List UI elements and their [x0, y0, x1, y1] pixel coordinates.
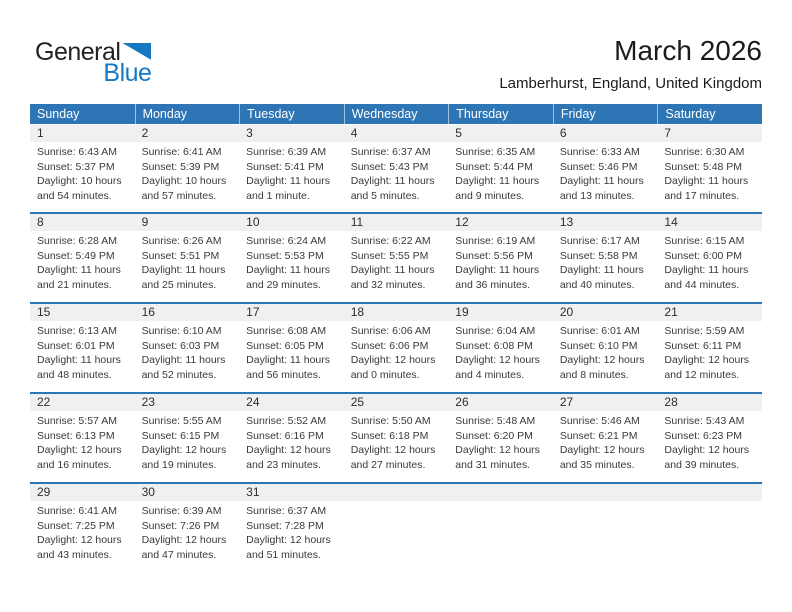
- day-number: 25: [350, 395, 365, 409]
- daylight-text: Daylight: 11 hours and 5 minutes.: [350, 175, 435, 202]
- daylight-text: Daylight: 12 hours and 35 minutes.: [559, 444, 645, 471]
- day-details: [448, 411, 553, 472]
- sunset-text: Sunset: 5:58 PM: [559, 249, 638, 262]
- day-details: [448, 231, 553, 292]
- day-number: 29: [37, 485, 51, 499]
- day-number: 12: [455, 215, 469, 229]
- day-details: [135, 501, 240, 562]
- daylight-text: Daylight: 11 hours and 56 minutes.: [246, 354, 330, 381]
- sunset-text: Sunset: 6:06 PM: [350, 339, 429, 352]
- day-cell: [30, 394, 135, 482]
- day-details: [135, 142, 240, 203]
- sunrise-text: Sunrise: 6:17 AM: [559, 235, 640, 247]
- day-cell: [344, 125, 449, 212]
- day-cell: [30, 214, 135, 302]
- sunrise-text: Sunrise: 6:30 AM: [664, 146, 745, 158]
- day-cell: [553, 125, 658, 212]
- day-number-strip: [239, 394, 344, 411]
- day-number-strip: [344, 394, 449, 411]
- day-number-strip: [30, 484, 135, 501]
- sunrise-text: Sunrise: 5:57 AM: [37, 415, 117, 427]
- logo-text-blue: Blue: [103, 59, 152, 87]
- weekday-header-wednesday: Wednesday: [344, 104, 449, 124]
- week-row: [30, 125, 762, 212]
- day-number: 19: [455, 305, 469, 319]
- daylight-text: Daylight: 11 hours and 29 minutes.: [246, 264, 330, 291]
- day-number: 24: [246, 395, 260, 409]
- daylight-text: Daylight: 11 hours and 21 minutes.: [37, 264, 121, 291]
- sunrise-text: Sunrise: 5:46 AM: [559, 415, 640, 427]
- day-number: 14: [664, 215, 678, 229]
- logo-triangle-icon: [122, 43, 151, 60]
- day-details: [239, 142, 344, 203]
- day-number-strip: [239, 125, 344, 142]
- day-number-strip: [448, 304, 553, 321]
- daylight-text: Daylight: 12 hours and 0 minutes.: [350, 354, 436, 381]
- daylight-text: Daylight: 12 hours and 47 minutes.: [141, 534, 227, 561]
- day-number-strip: [657, 125, 762, 142]
- day-details: [344, 411, 449, 472]
- day-details: [239, 411, 344, 472]
- day-number-strip: [448, 484, 553, 501]
- sunset-text: Sunset: 6:13 PM: [37, 429, 115, 442]
- sunrise-text: Sunrise: 6:06 AM: [350, 325, 431, 337]
- day-number-strip: [657, 214, 762, 231]
- day-number-strip: [135, 394, 240, 411]
- day-number: 8: [37, 215, 44, 229]
- day-cell: [30, 125, 135, 212]
- day-number: 31: [246, 485, 260, 499]
- sunrise-text: Sunrise: 6:13 AM: [37, 325, 117, 337]
- day-cell: [344, 304, 449, 392]
- daylight-text: Daylight: 12 hours and 51 minutes.: [246, 534, 331, 561]
- sunset-text: Sunset: 5:46 PM: [559, 160, 638, 173]
- day-cell: [657, 214, 762, 302]
- day-number-strip: [344, 484, 449, 501]
- sunrise-text: Sunrise: 6:01 AM: [559, 325, 640, 337]
- day-number: 1: [37, 126, 44, 140]
- sunset-text: Sunset: 5:43 PM: [350, 160, 429, 173]
- day-cell: [239, 214, 344, 302]
- day-number: 4: [350, 126, 358, 140]
- sunset-text: Sunset: 7:28 PM: [246, 519, 324, 532]
- sunset-text: Sunset: 5:44 PM: [455, 160, 533, 173]
- weekday-header-tuesday: Tuesday: [239, 104, 344, 124]
- day-number: 28: [664, 395, 678, 409]
- daylight-text: Daylight: 12 hours and 31 minutes.: [455, 444, 540, 471]
- day-number: 2: [141, 126, 149, 140]
- daylight-text: Daylight: 12 hours and 4 minutes.: [455, 354, 540, 381]
- day-cell: [30, 304, 135, 392]
- day-details: [553, 411, 658, 472]
- day-number-strip: [448, 214, 553, 231]
- day-number: 10: [246, 215, 260, 229]
- day-cell: [239, 125, 344, 212]
- sunset-text: Sunset: 6:23 PM: [664, 429, 743, 442]
- day-cell: [448, 125, 553, 212]
- daylight-text: Daylight: 11 hours and 32 minutes.: [350, 264, 435, 291]
- sunrise-text: Sunrise: 6:26 AM: [141, 235, 222, 247]
- day-cell: [553, 304, 658, 392]
- location-subtitle: Lamberhurst, England, United Kingdom: [499, 74, 762, 92]
- daylight-text: Daylight: 11 hours and 17 minutes.: [664, 175, 749, 202]
- sunrise-text: Sunrise: 6:22 AM: [350, 235, 431, 247]
- sunrise-text: Sunrise: 6:39 AM: [246, 146, 327, 158]
- day-cell: [135, 304, 240, 392]
- week-row: [30, 392, 762, 482]
- sunrise-text: Sunrise: 6:39 AM: [141, 505, 222, 517]
- sunset-text: Sunset: 5:49 PM: [37, 249, 115, 262]
- day-cell-empty: [657, 484, 762, 572]
- daylight-text: Daylight: 12 hours and 23 minutes.: [246, 444, 331, 471]
- day-number: 22: [37, 395, 51, 409]
- day-number-strip: [239, 214, 344, 231]
- sunset-text: Sunset: 6:18 PM: [350, 429, 429, 442]
- daylight-text: Daylight: 12 hours and 39 minutes.: [664, 444, 750, 471]
- daylight-text: Daylight: 11 hours and 44 minutes.: [664, 264, 749, 291]
- day-cell: [239, 304, 344, 392]
- daylight-text: Daylight: 11 hours and 25 minutes.: [141, 264, 226, 291]
- day-cell: [448, 394, 553, 482]
- day-number: 23: [141, 395, 155, 409]
- sunset-text: Sunset: 6:01 PM: [37, 339, 115, 352]
- day-details: [30, 411, 135, 472]
- sunrise-text: Sunrise: 6:15 AM: [664, 235, 745, 247]
- day-number-strip: [657, 304, 762, 321]
- day-details: [448, 321, 553, 382]
- weekday-header-saturday: Saturday: [657, 104, 762, 124]
- day-number-strip: [553, 125, 658, 142]
- day-cell: [30, 484, 135, 572]
- day-details: [553, 142, 658, 203]
- weekday-header-sunday: Sunday: [37, 107, 80, 121]
- day-cell: [239, 394, 344, 482]
- daylight-text: Daylight: 11 hours and 9 minutes.: [455, 175, 540, 202]
- sunrise-text: Sunrise: 6:28 AM: [37, 235, 117, 247]
- day-details: [553, 321, 658, 382]
- day-cell: [553, 394, 658, 482]
- day-details: [657, 411, 762, 472]
- day-number: 16: [141, 305, 155, 319]
- day-details: [553, 231, 658, 292]
- day-details: [657, 231, 762, 292]
- day-cell-empty: [448, 484, 553, 572]
- day-cell: [553, 214, 658, 302]
- day-details: [239, 231, 344, 292]
- day-number: 7: [664, 126, 672, 140]
- sunrise-text: Sunrise: 6:35 AM: [455, 146, 536, 158]
- day-number-strip: [344, 125, 449, 142]
- day-cell: [239, 484, 344, 572]
- day-number-strip: [657, 394, 762, 411]
- week-row: [30, 302, 762, 392]
- sunrise-text: Sunrise: 6:43 AM: [37, 146, 117, 158]
- sunset-text: Sunset: 5:56 PM: [455, 249, 533, 262]
- day-number-strip: [239, 304, 344, 321]
- day-details: [657, 501, 762, 504]
- day-cell: [344, 214, 449, 302]
- sunrise-text: Sunrise: 6:41 AM: [37, 505, 117, 517]
- sunset-text: Sunset: 5:53 PM: [246, 249, 324, 262]
- day-number: 6: [559, 126, 567, 140]
- day-number: 18: [350, 305, 365, 319]
- day-cell: [657, 125, 762, 212]
- calendar-table: [30, 104, 762, 572]
- day-number-strip: [553, 304, 658, 321]
- day-number: 13: [559, 215, 574, 229]
- sunrise-text: Sunrise: 6:19 AM: [455, 235, 536, 247]
- sunset-text: Sunset: 6:05 PM: [246, 339, 324, 352]
- sunset-text: Sunset: 5:55 PM: [350, 249, 429, 262]
- day-number-strip: [135, 484, 240, 501]
- sunrise-text: Sunrise: 6:10 AM: [141, 325, 222, 337]
- day-number-strip: [239, 484, 344, 501]
- sunrise-text: Sunrise: 5:59 AM: [664, 325, 745, 337]
- day-details: [344, 321, 449, 382]
- day-number: 15: [37, 305, 51, 319]
- day-details: [344, 142, 449, 203]
- weekday-header-row: [30, 104, 762, 125]
- day-details: [30, 231, 135, 292]
- daylight-text: Daylight: 11 hours and 13 minutes.: [559, 175, 644, 202]
- day-details: [135, 231, 240, 292]
- daylight-text: Daylight: 12 hours and 16 minutes.: [37, 444, 122, 471]
- sunrise-text: Sunrise: 5:43 AM: [664, 415, 745, 427]
- week-row: [30, 212, 762, 302]
- sunset-text: Sunset: 5:51 PM: [141, 249, 220, 262]
- sunset-text: Sunset: 5:48 PM: [664, 160, 743, 173]
- day-number-strip: [30, 125, 135, 142]
- logo-text-general: General: [35, 38, 121, 66]
- day-number: 5: [455, 126, 462, 140]
- day-details: [30, 321, 135, 382]
- day-number: 30: [141, 485, 155, 499]
- sunrise-text: Sunrise: 6:04 AM: [455, 325, 536, 337]
- daylight-text: Daylight: 11 hours and 48 minutes.: [37, 354, 121, 381]
- daylight-text: Daylight: 11 hours and 52 minutes.: [141, 354, 226, 381]
- day-cell: [657, 394, 762, 482]
- sunset-text: Sunset: 6:08 PM: [455, 339, 533, 352]
- day-details: [239, 321, 344, 382]
- sunrise-text: Sunrise: 5:55 AM: [141, 415, 222, 427]
- sunrise-text: Sunrise: 6:41 AM: [141, 146, 222, 158]
- day-cell: [448, 304, 553, 392]
- day-details: [239, 501, 344, 562]
- day-number-strip: [553, 394, 658, 411]
- sunset-text: Sunset: 6:20 PM: [455, 429, 533, 442]
- day-number-strip: [30, 214, 135, 231]
- day-number-strip: [553, 214, 658, 231]
- sunset-text: Sunset: 6:21 PM: [559, 429, 638, 442]
- day-number-strip: [657, 484, 762, 501]
- day-details: [135, 411, 240, 472]
- day-details: [657, 321, 762, 382]
- day-number: 21: [664, 305, 678, 319]
- sunset-text: Sunset: 6:11 PM: [664, 339, 742, 352]
- day-number-strip: [135, 214, 240, 231]
- sunrise-text: Sunrise: 5:48 AM: [455, 415, 536, 427]
- daylight-text: Daylight: 11 hours and 36 minutes.: [455, 264, 540, 291]
- day-details: [448, 142, 553, 203]
- daylight-text: Daylight: 12 hours and 19 minutes.: [141, 444, 227, 471]
- day-number-strip: [344, 304, 449, 321]
- day-details: [448, 501, 553, 504]
- sunset-text: Sunset: 6:03 PM: [141, 339, 220, 352]
- day-details: [344, 501, 449, 504]
- daylight-text: Daylight: 10 hours and 57 minutes.: [141, 175, 227, 202]
- day-number-strip: [135, 125, 240, 142]
- day-number: 9: [141, 215, 149, 229]
- daylight-text: Daylight: 12 hours and 12 minutes.: [664, 354, 750, 381]
- sunset-text: Sunset: 7:25 PM: [37, 519, 115, 532]
- weekday-header-monday: Monday: [135, 104, 240, 124]
- day-cell: [135, 394, 240, 482]
- calendar-weeks: [30, 125, 762, 572]
- day-number-strip: [553, 484, 658, 501]
- day-number: 26: [455, 395, 469, 409]
- sunrise-text: Sunrise: 5:52 AM: [246, 415, 327, 427]
- day-number: 11: [350, 215, 364, 229]
- sunrise-text: Sunrise: 6:08 AM: [246, 325, 327, 337]
- day-details: [657, 142, 762, 203]
- day-number: 20: [559, 305, 574, 319]
- daylight-text: Daylight: 11 hours and 1 minute.: [246, 175, 330, 202]
- sunrise-text: Sunrise: 6:37 AM: [246, 505, 327, 517]
- sunrise-text: Sunrise: 6:37 AM: [350, 146, 431, 158]
- sunset-text: Sunset: 5:39 PM: [141, 160, 220, 173]
- sunset-text: Sunset: 6:15 PM: [141, 429, 220, 442]
- sunset-text: Sunset: 6:00 PM: [664, 249, 743, 262]
- sunrise-text: Sunrise: 5:50 AM: [350, 415, 431, 427]
- week-row: [30, 482, 762, 572]
- day-details: [30, 501, 135, 562]
- day-number-strip: [30, 304, 135, 321]
- sunrise-text: Sunrise: 6:24 AM: [246, 235, 327, 247]
- day-cell: [344, 394, 449, 482]
- daylight-text: Daylight: 12 hours and 27 minutes.: [350, 444, 436, 471]
- day-details: [135, 321, 240, 382]
- general-blue-logo: [35, 40, 151, 86]
- day-number-strip: [30, 394, 135, 411]
- weekday-header-friday: Friday: [553, 104, 658, 124]
- title-block: [499, 36, 762, 92]
- day-cell: [135, 125, 240, 212]
- sunset-text: Sunset: 7:26 PM: [141, 519, 220, 532]
- day-details: [344, 231, 449, 292]
- sunrise-text: Sunrise: 6:33 AM: [559, 146, 640, 158]
- day-number: 17: [246, 305, 260, 319]
- day-number-strip: [448, 125, 553, 142]
- daylight-text: Daylight: 12 hours and 8 minutes.: [559, 354, 645, 381]
- day-cell: [448, 214, 553, 302]
- daylight-text: Daylight: 11 hours and 40 minutes.: [559, 264, 644, 291]
- day-cell-empty: [553, 484, 658, 572]
- sunset-text: Sunset: 5:37 PM: [37, 160, 115, 173]
- day-cell: [135, 484, 240, 572]
- day-cell: [135, 214, 240, 302]
- weekday-header-thursday: Thursday: [448, 104, 553, 124]
- sunset-text: Sunset: 5:41 PM: [246, 160, 324, 173]
- day-details: [30, 142, 135, 203]
- sunset-text: Sunset: 6:16 PM: [246, 429, 324, 442]
- day-details: [553, 501, 658, 504]
- day-cell-empty: [344, 484, 449, 572]
- sunset-text: Sunset: 6:10 PM: [559, 339, 638, 352]
- day-number: 27: [559, 395, 574, 409]
- day-cell: [657, 304, 762, 392]
- daylight-text: Daylight: 12 hours and 43 minutes.: [37, 534, 122, 561]
- day-number: 3: [246, 126, 253, 140]
- day-number-strip: [448, 394, 553, 411]
- day-number-strip: [135, 304, 240, 321]
- daylight-text: Daylight: 10 hours and 54 minutes.: [37, 175, 122, 202]
- day-number-strip: [344, 214, 449, 231]
- page-title: March 2026: [614, 35, 762, 66]
